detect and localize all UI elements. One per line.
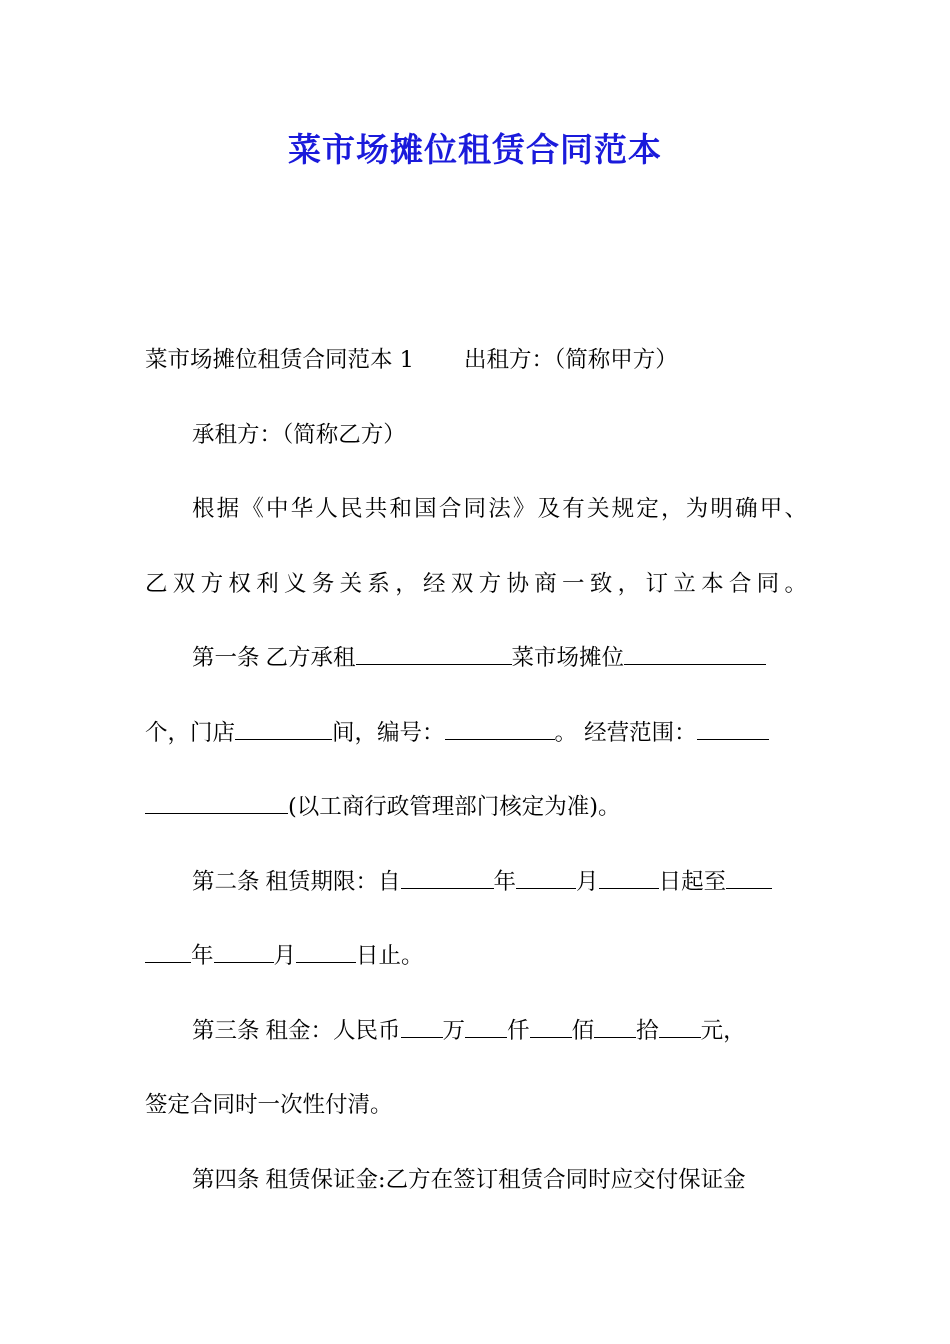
clause-text: 元，	[700, 1017, 746, 1044]
fill-in-blank	[296, 944, 356, 963]
clause-text: 日起至	[658, 868, 727, 895]
clause-text: 年	[191, 943, 214, 969]
clause-text: 间，编号：	[332, 719, 445, 746]
fill-in-blank	[214, 944, 274, 963]
article-number: 第一条	[192, 645, 260, 671]
paragraph-line	[145, 860, 807, 935]
lessor-label: 出租方：（简称甲方）	[463, 347, 678, 373]
clause-text: 年	[493, 868, 517, 895]
clause-text: 个，门店	[145, 719, 236, 746]
fill-in-blank	[516, 870, 576, 889]
fill-in-blank	[594, 1019, 636, 1038]
clause-text: 仟	[507, 1017, 530, 1044]
fill-in-blank	[726, 870, 772, 889]
preamble-text: 乙双方权利义务关系，经双方协商一致，订立本合同。	[145, 570, 807, 597]
clause-text: 月	[273, 943, 297, 969]
fill-in-blank	[659, 1019, 701, 1038]
article-number: 第三条	[192, 1017, 260, 1044]
fill-in-blank	[697, 721, 769, 740]
clause-text: 租金：人民币	[265, 1017, 401, 1044]
clause-text: 。 经营范围：	[554, 719, 697, 746]
clause-text: 租赁保证金:乙方在签订租赁合同时应交付保证金	[265, 1166, 746, 1193]
fill-in-blank	[356, 646, 512, 665]
fill-in-blank	[624, 646, 766, 665]
clause-text: 日止。	[356, 943, 424, 969]
document-body	[145, 338, 807, 1232]
clause-text: 签定合同时一次性付清。	[145, 1092, 393, 1118]
fill-in-blank	[145, 795, 288, 814]
document-title: 菜市场摊位租赁合同范本	[288, 130, 662, 169]
clause-text: 万	[442, 1017, 466, 1044]
paragraph-line	[145, 934, 807, 1009]
clause-text: 月	[576, 868, 599, 895]
fill-in-blank	[530, 1019, 572, 1038]
clause-text: 乙方承租	[265, 645, 356, 671]
fill-in-blank	[401, 1019, 443, 1038]
paragraph-line	[145, 1009, 807, 1084]
paragraph-line	[145, 636, 807, 711]
paragraph-line	[145, 487, 807, 562]
article-number: 第四条	[192, 1166, 260, 1193]
paragraph-line	[145, 785, 807, 860]
paragraph-line	[145, 1083, 807, 1158]
fill-in-blank	[599, 870, 659, 889]
lessee-label: 承租方：（简称乙方）	[192, 421, 406, 448]
fill-in-blank	[445, 721, 555, 740]
paragraph-line	[145, 338, 807, 413]
clause-text: 租赁期限：自	[265, 868, 401, 895]
paragraph-line	[145, 413, 807, 488]
clause-text: (以工商行政管理部门核定为准)。	[288, 794, 621, 820]
article-number: 第二条	[192, 868, 260, 895]
paragraph-line	[145, 711, 807, 786]
preamble-text: 根据《中华人民共和国合同法》及有关规定，为明确甲、	[192, 496, 807, 522]
clause-text: 拾	[636, 1017, 659, 1044]
fill-in-blank	[401, 870, 494, 889]
fill-in-blank	[145, 944, 191, 963]
paragraph-line	[145, 562, 807, 637]
clause-text: 菜市场摊位	[511, 645, 625, 671]
fill-in-blank	[235, 721, 332, 740]
fill-in-blank	[465, 1019, 507, 1038]
paragraph-line	[145, 1158, 807, 1233]
clause-text: 佰	[571, 1017, 595, 1044]
contract-subtitle: 菜市场摊位租赁合同范本 1	[145, 347, 414, 373]
